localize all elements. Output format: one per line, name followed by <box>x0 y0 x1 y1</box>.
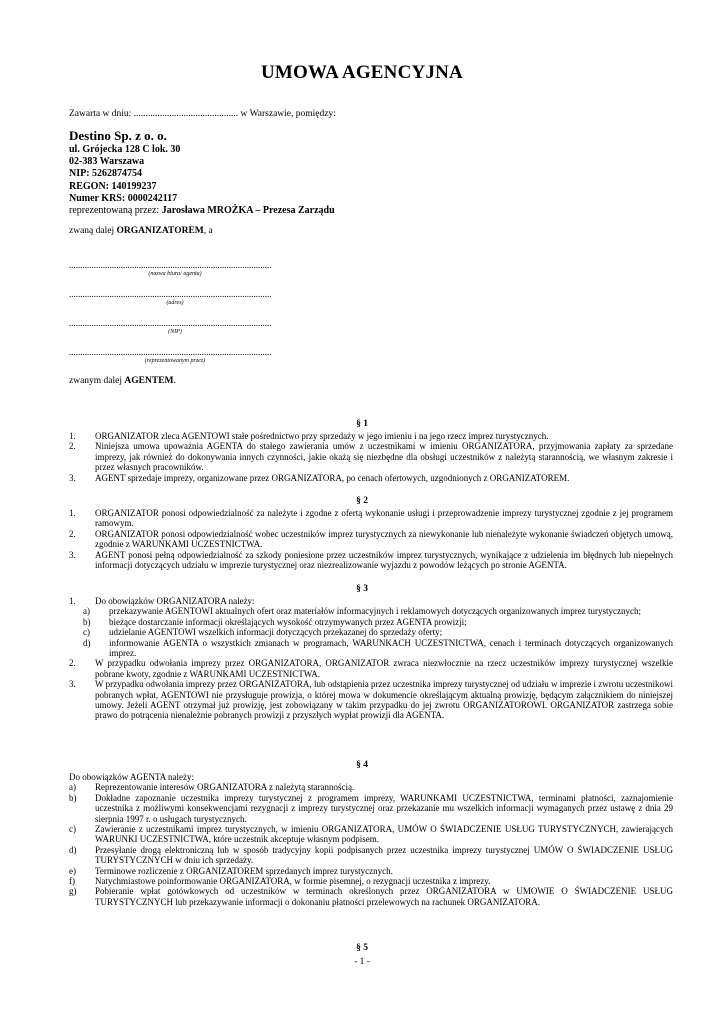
blank-dots: .......................................................................................... <box>69 347 272 357</box>
sub-letter: a) <box>69 782 76 793</box>
company-block <box>69 128 335 217</box>
sub-letter: f) <box>69 876 75 887</box>
sub-letter: e) <box>69 865 76 876</box>
sub-letter: b) <box>83 616 91 627</box>
section-heading-2: § 2 <box>356 496 368 506</box>
sub-letter: g) <box>69 886 77 897</box>
section-heading-1: § 1 <box>356 419 368 429</box>
sub-text: bieżące dostarczanie informacji określających wysokość otrzymywanych przez AGENTA prowizji; <box>109 616 467 627</box>
sub-text: udzielanie AGENTOWI wszelkich informacji dotyczących przekazanej do sprzedaży oferty; <box>109 627 443 638</box>
company-address-street: ul. Grójecka 128 C lok. 30 <box>69 144 181 155</box>
section-heading-3: § 3 <box>356 584 368 594</box>
sub-item <box>69 824 673 845</box>
section-2-list <box>69 508 673 570</box>
blank-dots: .......................................................................................... <box>69 318 272 328</box>
sub-text: Terminowe rozliczenie z ORGANIZATOREM sprzedanych imprez turystycznych. <box>95 865 393 876</box>
item-number: 3. <box>69 472 76 483</box>
list-item <box>69 550 673 571</box>
item-text: Do obowiązków AGENTA należy: <box>69 772 195 782</box>
item-number: 1. <box>69 508 76 518</box>
representative-name: Jarosława MROŻKA – Prezesa Zarządu <box>161 205 335 217</box>
list-item <box>69 772 673 782</box>
item-text: W przypadku odwołania imprezy przez ORGANIZATORA, lub odstąpienia przez uczestnika imprezy turystycznej od udziału w imprezie i zwrotu uczestnikowi pobranych wpłat, AGENTOWI nie przysługuje prowizja, o której mowa w dokumencie określającym aktualną prowizję, będącym załącznikiem do niniejszej umowy. Jeżeli AGENT otrzymał już prowizję, jest zobowiązany w takim przypadku do jej zwrotu ORGANIZATOROWI. ORGANIZATOR zastrzega sobie prawo do potrącenia nienależnie pobranych prowizji z przyszłych wypłat prowizji dla AGENTA. <box>95 679 673 721</box>
designation-term: ORGANIZATOREM <box>116 226 204 236</box>
document-title: UMOWA AGENCYJNA <box>261 62 463 83</box>
designation-suffix: . <box>173 376 176 386</box>
agent-representative-field[interactable] <box>69 347 281 365</box>
item-number: 3. <box>69 679 76 690</box>
item-number: 1. <box>69 431 76 441</box>
agent-nip-field[interactable] <box>69 318 281 336</box>
company-nip: NIP: 5262874754 <box>69 168 143 180</box>
item-number: 1. <box>69 596 76 606</box>
list-item <box>69 431 673 441</box>
company-address-city: 02-383 Warszawa <box>69 156 145 168</box>
list-item <box>69 529 673 550</box>
sub-item <box>69 627 673 637</box>
sub-item <box>69 866 673 876</box>
sub-item <box>69 845 673 866</box>
sub-text: przekazywanie AGENTOWI aktualnych ofert oraz materiałów informacyjnych i reklamowych dotyczących organizowanych imprez turystycznych; <box>109 606 641 617</box>
item-text: Niniejsza umowa upoważnia AGENTA do stałego zawierania umów z uczestnikami w imieniu ORGANIZATORA, przyjmowania zapłaty za sprzedane imprezy, jak również do dokonywania innych czynności, jakie okażą się niezbędne dla obsługi uczestników z należytą starannością, we własnym zakresie i przez własnych pracowników. <box>95 441 673 473</box>
list-item <box>69 658 673 679</box>
item-number: 3. <box>69 549 76 560</box>
designation-term: AGENTEM <box>124 376 174 386</box>
blank-caption: (nazwa biura/ agenta) <box>148 271 202 277</box>
blank-caption: (NIP) <box>168 329 182 335</box>
page-number: - 1 - <box>354 957 370 967</box>
sub-letter: d) <box>83 637 91 648</box>
sub-letter: a) <box>83 606 90 617</box>
section-4-list <box>69 772 673 907</box>
item-number: 2. <box>69 658 76 669</box>
sub-text: Reprezentowanie interesów ORGANIZATORA z należytą starannością. <box>95 782 355 793</box>
designation-suffix: , a <box>203 226 213 236</box>
sub-item <box>69 638 673 659</box>
sub-text: Zawieranie z uczestnikami imprez turystycznych, w imieniu ORGANIZATORA, UMÓW O ŚWIADCZENIE USŁUG TURYSTYCZNYCH, zawierających WARUNKI UCZESTNICTWA, które uczestnik akceptuje własnym podpisem. <box>95 824 673 845</box>
sub-item <box>69 886 673 907</box>
sub-item <box>69 606 673 616</box>
blank-dots: .......................................................................................... <box>69 260 272 270</box>
list-item <box>69 596 673 606</box>
list-item <box>69 679 673 721</box>
section-heading-4: § 4 <box>356 760 368 770</box>
intro-line: Zawarta w dniu: ............................................ w Warszawie, pomiędzy: <box>69 109 336 119</box>
item-text: ORGANIZATOR zleca AGENTOWI stałe pośrednictwo przy sprzedaży w jego imieniu i na jego rzecz imprez turystycznych. <box>95 431 549 441</box>
agent-designation <box>69 376 176 386</box>
sub-letter: c) <box>83 627 90 638</box>
company-regon: REGON: 140199237 <box>69 180 157 192</box>
blank-caption: (reprezentowanym przez) <box>144 358 206 364</box>
designation-prefix: zwaną dalej <box>69 226 117 236</box>
sub-text: Dokładne zapoznanie uczestnika imprezy turystycznej z programem imprezy, WARUNKAMI UCZESTNICTWA, terminami płatności, zaznajomienie uczestnika z możliwymi konsekwencjami rezygnacji z imprezy turystycznej oraz przekazanie mu wszelkich informacji wymaganych przez ustawę z dnia 29 sierpnia 1997 r. o usługach turystycznych. <box>95 792 673 824</box>
list-item <box>69 441 673 472</box>
agent-address-field[interactable] <box>69 289 281 307</box>
sub-text: Pobieranie wpłat gotówkowych od uczestników w terminach określonych przez ORGANIZATORA w UMOWIE O ŚWIADCZENIE USŁUG TURYSTYCZNYCH lub przekazywanie informacji o dokonaniu płatności przelewowych na rachunek ORGANIZATORA. <box>95 886 673 907</box>
sub-letter: c) <box>69 824 76 835</box>
blank-caption: (adres) <box>166 300 184 306</box>
sub-letter: d) <box>69 844 77 855</box>
company-krs: Numer KRS: 0000242117 <box>69 192 178 204</box>
designation-prefix: zwanym dalej <box>69 376 125 386</box>
sub-text: Natychmiastowe poinformowanie ORGANIZATORA, w formie pisemnej, o rezygnacji uczestnika z imprezy. <box>95 876 491 887</box>
item-number: 2. <box>69 441 76 452</box>
item-text: ORGANIZATOR ponosi odpowiedzialność wobec uczestników imprez turystycznych za niewykonanie lub nienależyte wykonanie świadczeń objętych umową, zgodnie z WARUNKAMI UCZESTNICTWA. <box>95 528 673 550</box>
item-text: AGENT sprzedaje imprezy, organizowane przez ORGANIZATORA, po cenach ofertowych, uzgodnionych z ORGANIZATOREM. <box>95 472 570 483</box>
company-name: Destino Sp. z o. o. <box>69 128 167 143</box>
sub-text: informowanie AGENTA o wszystkich zmianach w programach, WARUNKACH UCZESTNICTWA, cenach i terminach dotyczących organizowanych imprez. <box>109 637 673 659</box>
agent-name-field[interactable] <box>69 260 281 278</box>
section-heading-5: § 5 <box>356 943 368 953</box>
item-text: Do obowiązków ORGANIZATORA należy: <box>95 596 255 606</box>
item-text: AGENT ponosi pełną odpowiedzialność za szkody poniesione przez uczestników imprez turystycznych, wynikające z udzielenia im błędnych lub niepełnych informacji dotyczących udziału w imprezie turystycznej oraz niezrealizowanie wyjazdu z powodów leżących po stronie AGENTA. <box>95 549 673 571</box>
sub-text: Przesyłanie drogą elektroniczną lub w sposób tradycyjny kopii podpisanych przez uczestnika imprezy turystycznej UMÓW O ŚWIADCZENIE USŁUG TURYSTYCZNYCH w dniu ich sprzedaży. <box>95 844 673 866</box>
section-3-list <box>69 596 673 721</box>
sub-item <box>69 782 673 792</box>
representative-prefix: reprezentowaną przez: <box>69 205 162 217</box>
item-text: W przypadku odwołania imprezy przez ORGANIZATORA, ORGANIZATOR zwraca niezwłocznie na rzecz uczestników imprezy turystycznej wszelkie pobrane kwoty, zgodnie z WARUNKAMI UCZESTNICTWA. <box>95 658 673 679</box>
organizer-designation <box>69 226 213 236</box>
sub-item <box>69 876 673 886</box>
sub-item <box>69 793 673 824</box>
item-number: 2. <box>69 528 76 539</box>
company-representative <box>69 205 335 217</box>
list-item <box>69 473 673 483</box>
item-text: ORGANIZATOR ponosi odpowiedzialność za należyte i zgodne z ofertą wykonanie usługi i przeprowadzenie imprezy turystycznej zgodnie z jej programem ramowym. <box>95 508 673 529</box>
blank-dots: .......................................................................................... <box>69 289 272 299</box>
section-1-list <box>69 431 673 483</box>
sub-item <box>69 617 673 627</box>
sub-letter: b) <box>69 792 77 803</box>
list-item <box>69 508 673 529</box>
